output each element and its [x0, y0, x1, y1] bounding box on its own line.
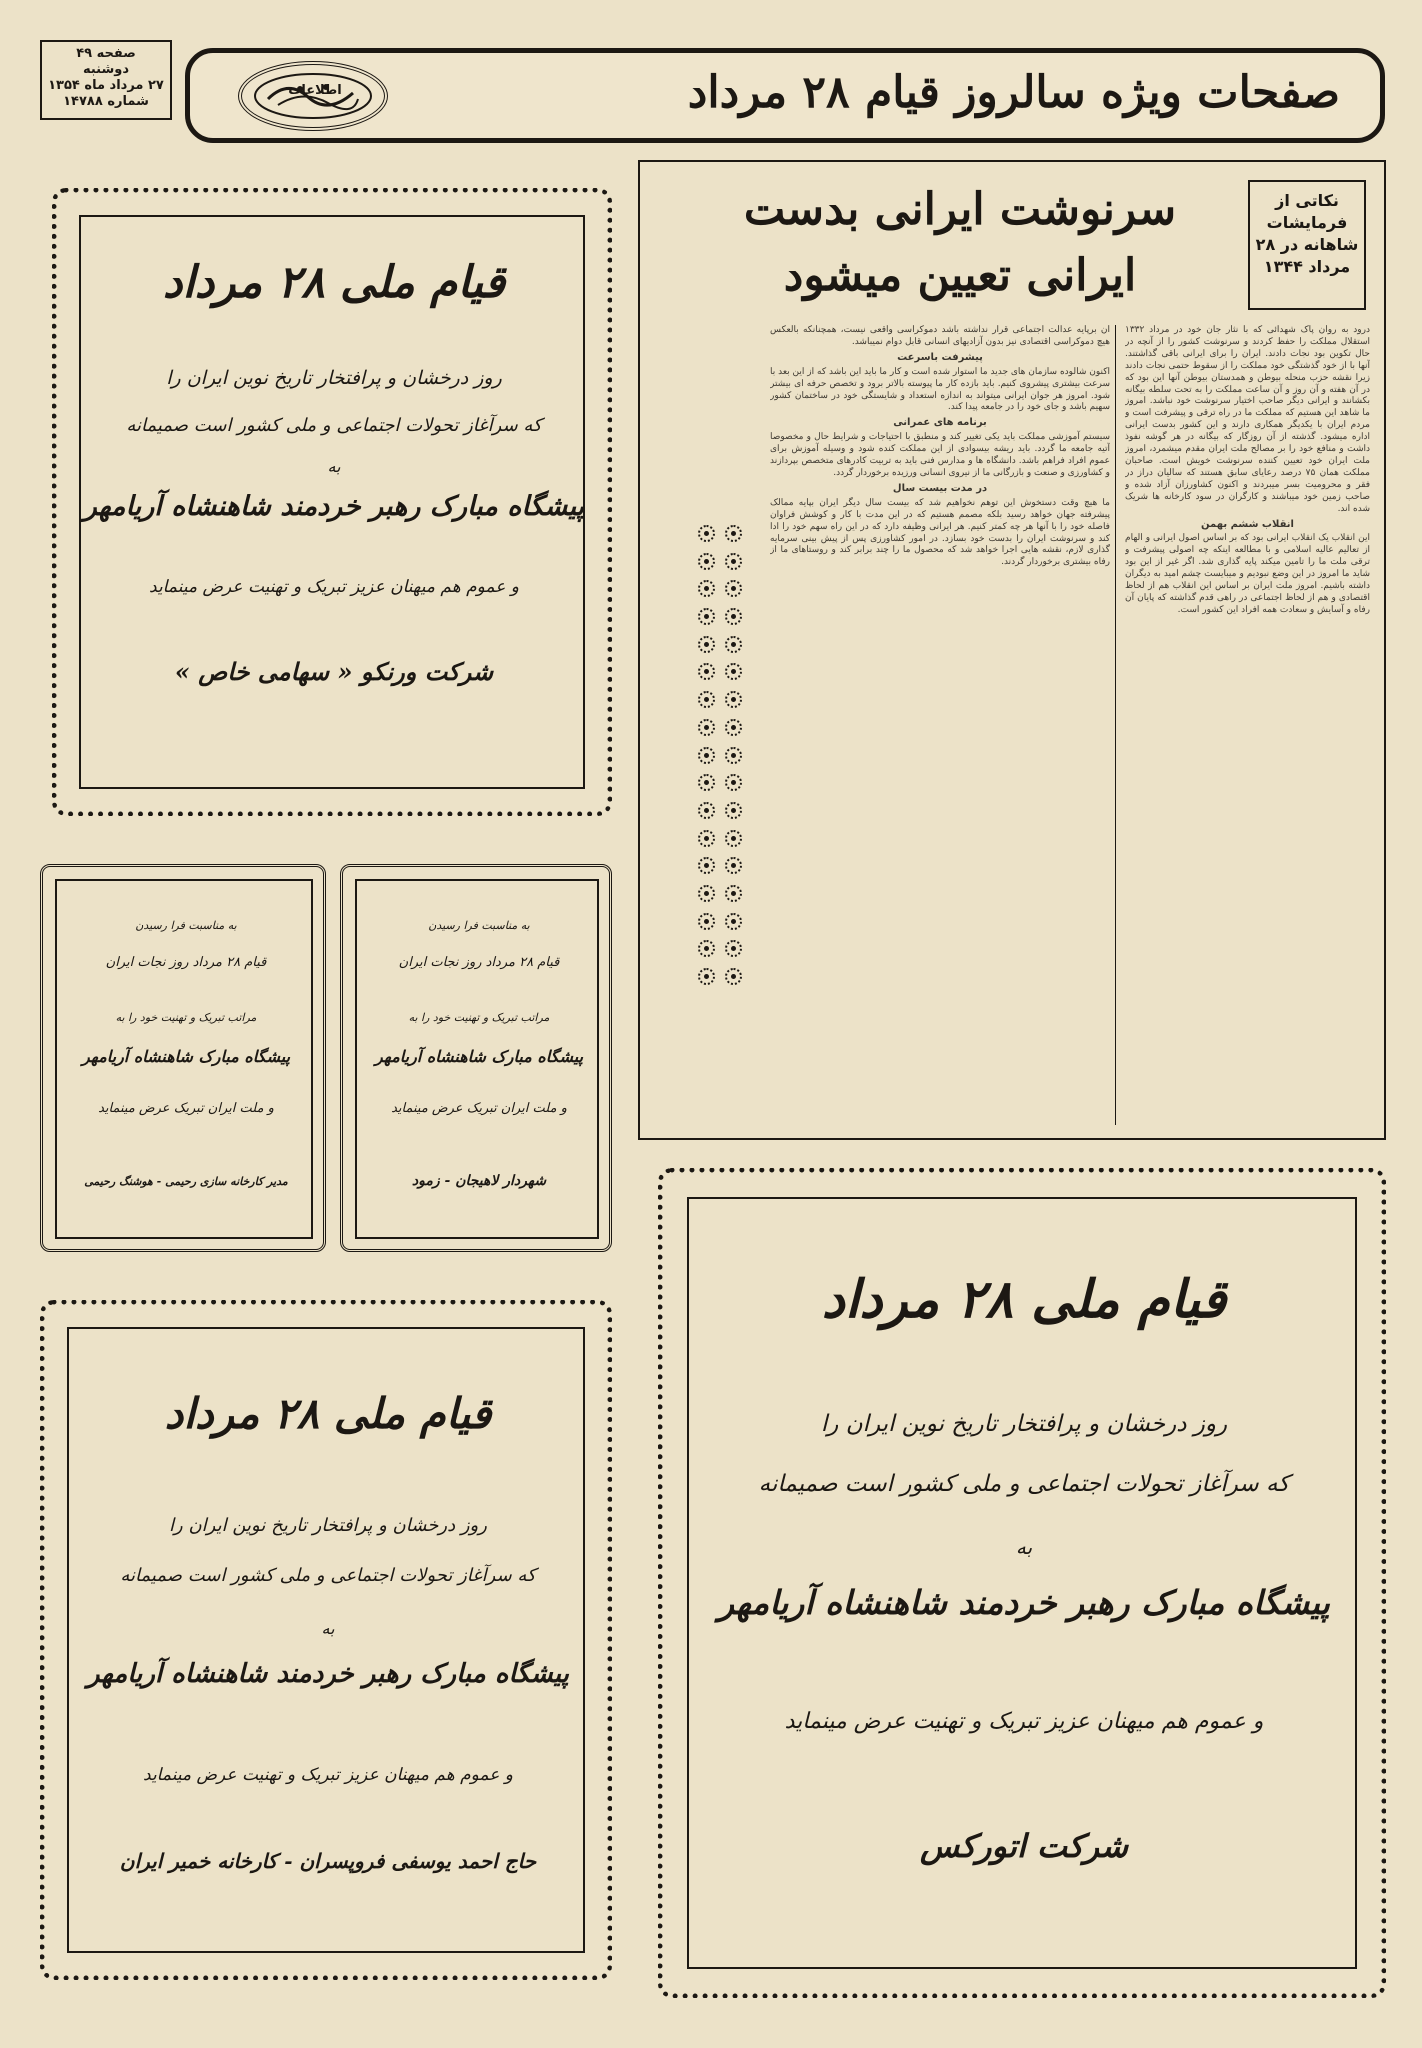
- rosette-row: [698, 608, 742, 625]
- issue-date: ۲۷ مرداد ماه ۱۳۵۴: [48, 78, 164, 93]
- ad-line: قیام ۲۸ مرداد روز نجات ایران: [398, 955, 560, 970]
- rosette-icon: [698, 802, 715, 819]
- rosette-row: [698, 719, 742, 736]
- rosette-icon: [698, 663, 715, 680]
- ad-strong-line: پیشگاه مبارک رهبر خردمند شاهنشاه آریامهر: [86, 1659, 570, 1689]
- rosette-row: [698, 830, 742, 847]
- rosette-icon: [725, 719, 742, 736]
- rosette-icon: [698, 940, 715, 957]
- ad-line: به مناسبت فرا رسیدن: [135, 919, 237, 932]
- article-paragraph: اکنون شالوده سازمان های جدید ما استوار شده است و کار ما باید این باشد که از این بعد با سرعت بیشتری پیشروی کنیم. باید بازده کار ما پیوسته بالاتر برود و تخصص حرفه ای بیشتر شود. امروز هر جوان ایرانی میتواند به اندازه استعداد و شایستگی خود در ساختمان کشور سهیم باشد و جای خود را در جامعه پیدا کند.: [770, 366, 1110, 413]
- rosette-icon: [698, 608, 715, 625]
- article-paragraph: سیستم آموزشی مملکت باید یکی تغییر کند و منطبق با احتیاجات و شرایط حال و مخصوصا آتیه جامعه ما گردد. باید ریشه بیسوادی از این مملکت کنده شود و وسیله آموزش برای عموم افراد فراهم باشد. دانشگاه ها و مدارس فنی باید به تربیت کادرهای متخصص بپردازند و کشاورزی و صنعت و بازرگانی ما از نیروی انسانی ورزیده برخوردار گردد.: [770, 432, 1110, 478]
- rosette-icon: [698, 553, 715, 570]
- ad-line: به: [1015, 1535, 1033, 1559]
- rosette-icon: [698, 525, 715, 542]
- ad-line: روز درخشان و پرافتخار تاریخ نوین ایران را: [166, 367, 502, 389]
- article-paragraph: این انقلاب یک انقلاب ایرانی بود که بر اساس اصول ایرانی و الهام از تعالیم عالیه اسلامی و با مطالعه اینکه چه اصولی پیشرفت و ترقی ملت ما را تامین میکند پایه گذاری شد. اگر غیر از این بود شاید ما امروز در این وضع نبودیم و میبایست چشم امید به دیگران داشته باشیم. امروز ملت ایران بر اساس این انقلاب هم از لحاظ اقتصادی و هم از لحاظ اجتماعی در راهی قدم گذاشته که پایان آن رفاه و آسایش و سعادت همه افراد این کشور است.: [1125, 533, 1370, 615]
- rosette-icon: [698, 968, 715, 985]
- ad-khamir-iran-inner: [67, 1327, 585, 1953]
- rosette-icon: [725, 553, 742, 570]
- article-title-line1: سرنوشت ایرانی بدست: [743, 184, 1177, 235]
- ad-line: و ملت ایران تبریک عرض مینماید: [391, 1101, 567, 1116]
- ad-line: که سرآغاز تحولات اجتماعی و ملی کشور است صمیمانه: [120, 1565, 536, 1586]
- ad-line: مراتب تبریک و تهنیت خود را به: [408, 1011, 550, 1024]
- ad-line: و عموم هم میهنان عزیز تبریک و تهنیت عرض مینماید: [149, 577, 519, 597]
- rosette-icon: [725, 580, 742, 597]
- issue-number: شماره ۱۴۷۸۸: [63, 94, 149, 109]
- ad-line: به: [321, 1619, 335, 1638]
- ad-signature: مدیر کارخانه سازی رحیمی - هوشنگ رحیمی: [84, 1175, 288, 1188]
- rosette-icon: [698, 580, 715, 597]
- ad-line: و عموم هم میهنان عزیز تبریک و تهنیت عرض مینماید: [143, 1765, 513, 1785]
- rosette-row: [698, 663, 742, 680]
- rosette-ornament-column: [690, 525, 750, 985]
- ad-title: قیام ملی ۲۸ مرداد: [164, 1389, 492, 1438]
- rosette-row: [698, 553, 742, 570]
- logo-wordmark: اطلاعات: [288, 83, 342, 98]
- ad-strong-line: پیشگاه مبارک شاهنشاه آریامهر: [374, 1047, 584, 1066]
- page-title: صفحات ویژه سالروز قیام ۲۸ مرداد: [687, 67, 1340, 118]
- ad-line: و عموم هم میهنان عزیز تبریک و تهنیت عرض مینماید: [784, 1709, 1264, 1734]
- article-column-right: [1125, 325, 1370, 1130]
- ad-line: روز درخشان و پرافتخار تاریخ نوین ایران را: [169, 1515, 487, 1536]
- rosette-icon: [725, 608, 742, 625]
- rosette-icon: [698, 857, 715, 874]
- weekday: دوشنبه: [82, 62, 130, 77]
- column-divider: [1115, 325, 1116, 1125]
- rosette-row: [698, 774, 742, 791]
- article-title-line2: ایرانی تعیین میشود: [783, 250, 1137, 301]
- rosette-icon: [698, 774, 715, 791]
- rosette-row: [698, 940, 742, 957]
- rosette-icon: [698, 913, 715, 930]
- ad-signature: شرکت ورنکو « سهامی خاص »: [174, 657, 494, 686]
- ad-signature: شهردار لاهیجان - زمود: [411, 1173, 547, 1189]
- rosette-row: [698, 857, 742, 874]
- rosette-icon: [725, 802, 742, 819]
- ad-line: که سرآغاز تحولات اجتماعی و ملی کشور است صمیمانه: [126, 415, 542, 436]
- rosette-row: [698, 691, 742, 708]
- article-subhead: در مدت بیست سال: [892, 482, 988, 494]
- ad-line: به: [327, 457, 341, 476]
- rosette-icon: [725, 940, 742, 957]
- ad-otorex-inner: [687, 1197, 1357, 1969]
- rosette-icon: [698, 719, 715, 736]
- article-side-box: نکاتی از فرمایشات شاهانه در ۲۸ مرداد ۱۳۴۴: [1248, 180, 1366, 310]
- rosette-icon: [725, 747, 742, 764]
- ad-otorex: [658, 1168, 1386, 1998]
- ad-khamir-iran: [40, 1300, 612, 1980]
- rosette-icon: [725, 913, 742, 930]
- article-paragraph: درود به روان پاک شهدائی که با نثار جان خود در مرداد ۱۳۳۲ استقلال مملکت را حفظ کردند و سرنوشت کشور را از آنچه در حال تکوین بود نجات دادند. ایران را برای ایرانی باقی گذاشتند. آنها با از خود گذشتگی خود مملکت را از سقوط حتمی نجات دادند زیرا نقشه حزب منحله بیوطن و همدستان بیوطن آنها این بود که در آن هفته و آن روز و آن ساعت مملکت را به تحت سلطه بیگانه بکشانند و ایرانی دیگر صاحب اختیار سرنوشت خود نباشد. امروز ما شاهد این هستیم که مملکت ما در راه ترقی و پیشرفت است و مردم ایران با یکدیگر همکاری دارند و این کشور بدست ایرانی اداره میشود. گذشته از آن روزگار که بیگانه در هر گوشه نفوذ داشت و منافع خود را بر مصالح ملت ایران مقدم میشمرد، امروز ملت ایران خود تعیین کننده سرنوشت خویش است. صاحبان مملکت همان ۷۵ درصد رعایای سابق هستند که سالیان دراز در فقر و محرومیت بسر میبردند و اکنون کشاورزان آزاد شده و صاحب زمین خود میباشند و کارگران در سود کارخانه ها شریک شده اند.: [1125, 325, 1370, 514]
- article-subhead: برنامه های عمرانی: [893, 417, 987, 429]
- rosette-icon: [698, 885, 715, 902]
- rosette-row: [698, 580, 742, 597]
- rosette-row: [698, 913, 742, 930]
- rosette-row: [698, 636, 742, 653]
- rosette-icon: [725, 636, 742, 653]
- rosette-icon: [725, 830, 742, 847]
- ad-rahimi-inner: [55, 879, 313, 1239]
- article-paragraph: ما هیچ وقت دستخوش این توهم نخواهیم شد که بیست سال دیگر ایران بپایه ممالک پیشرفته جهان خواهد رسید بلکه مصمم هستیم که در این مدت با کار و کوشش فراوان فاصله خود را با آنها هر چه کمتر کنیم. هر ایرانی وظیفه دارد که در این راه سهم خود را ادا کند و سرنوشت ایران را بدست خود بسازد. در امور کشاورزی پس از پیش بینی سرمایه گذاری لازم، نقشه هایی اجرا خواهد شد که محصول ما را چند برابر کند و روستاهای ما از رفاه بیشتری برخوردار گردند.: [770, 497, 1110, 568]
- rosette-icon: [698, 747, 715, 764]
- rosette-icon: [698, 636, 715, 653]
- rosette-icon: [725, 968, 742, 985]
- rosette-icon: [725, 691, 742, 708]
- ad-strong-line: پیشگاه مبارک رهبر خردمند شاهنشاه آریامهر: [83, 491, 585, 522]
- rosette-icon: [725, 857, 742, 874]
- ad-line: قیام ۲۸ مرداد روز نجات ایران: [105, 955, 267, 970]
- ad-rahimi: [40, 864, 326, 1252]
- article-paragraph: آن برپایه عدالت اجتماعی قرار نداشته باشد دموکراسی واقعی نیست، همچنانکه بالعکس هیچ دموکراسی اقتصادی نیز بدون آزادیهای انسانی قابل دوام نمیباشد.: [770, 325, 1110, 347]
- header-banner: [185, 48, 1385, 143]
- ad-line: و ملت ایران تبریک عرض مینماید: [98, 1101, 274, 1116]
- ad-lahijan: [340, 864, 612, 1252]
- article-subhead: انقلاب ششم بهمن: [1201, 518, 1294, 530]
- ad-strong-line: پیشگاه مبارک رهبر خردمند شاهنشاه آریامهر: [718, 1583, 1330, 1622]
- rosette-row: [698, 885, 742, 902]
- page-info-box: [40, 40, 172, 120]
- rosette-icon: [698, 830, 715, 847]
- article-subhead: پیشرفت باسرعت: [897, 351, 983, 363]
- ad-signature: شرکت اتورکس: [919, 1827, 1129, 1865]
- rosette-icon: [725, 525, 742, 542]
- rosette-row: [698, 525, 742, 542]
- ad-line: که سرآغاز تحولات اجتماعی و ملی کشور است صمیمانه: [758, 1471, 1290, 1497]
- ad-line: به مناسبت فرا رسیدن: [428, 919, 530, 932]
- rosette-row: [698, 968, 742, 985]
- ad-line: روز درخشان و پرافتخار تاریخ نوین ایران را: [820, 1411, 1228, 1437]
- article-column-middle: [770, 325, 1110, 1130]
- rosette-icon: [725, 885, 742, 902]
- ad-signature: حاج احمد یوسفی فروپسران - کارخانه خمیر ایران: [119, 1849, 537, 1873]
- ad-line: مراتب تبریک و تهنیت خود را به: [115, 1011, 257, 1024]
- rosette-icon: [725, 663, 742, 680]
- ad-verenko-inner: [79, 215, 585, 789]
- rosette-row: [698, 802, 742, 819]
- ad-strong-line: پیشگاه مبارک شاهنشاه آریامهر: [81, 1047, 291, 1066]
- ad-title: قیام ملی ۲۸ مرداد: [821, 1269, 1227, 1330]
- ad-lahijan-inner: [355, 879, 599, 1239]
- ad-title: قیام ملی ۲۸ مرداد: [162, 257, 506, 308]
- rosette-row: [698, 747, 742, 764]
- page-number: صفحه ۴۹: [76, 46, 136, 61]
- ad-verenko: [52, 188, 612, 816]
- rosette-icon: [725, 774, 742, 791]
- rosette-icon: [698, 691, 715, 708]
